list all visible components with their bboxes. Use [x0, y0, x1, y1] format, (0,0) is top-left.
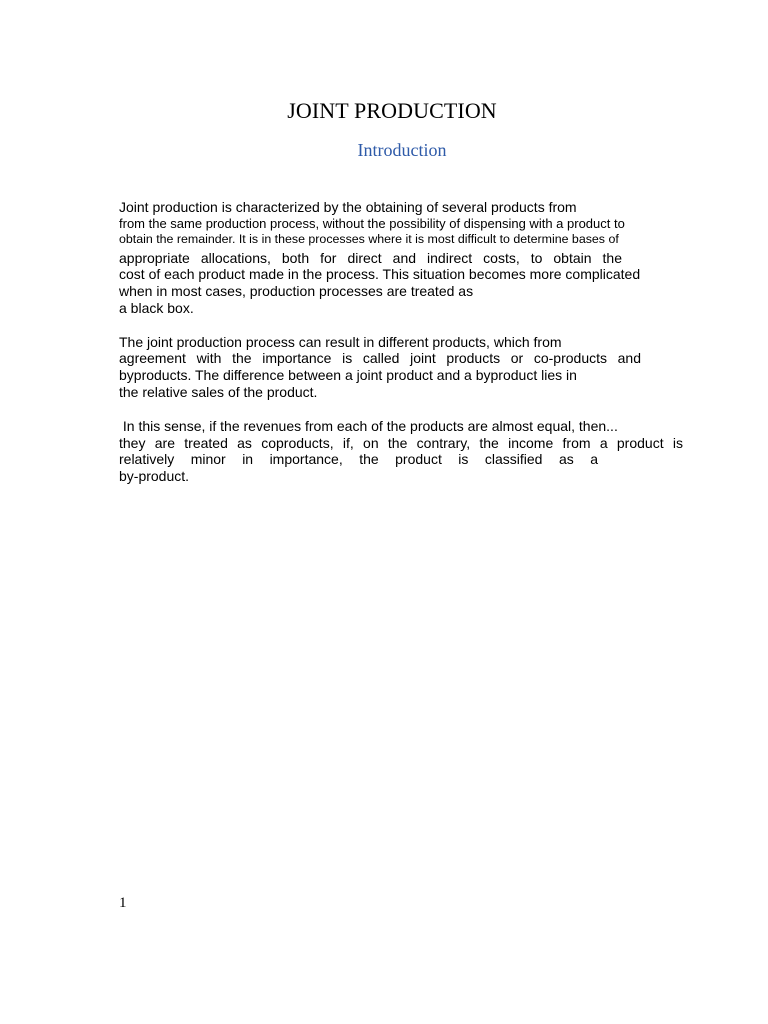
document-title: JOINT PRODUCTION: [287, 98, 497, 123]
paragraph-line: Joint production is characterized by the obtaining of several products from: [119, 199, 577, 215]
paragraph-line: In this sense, if the revenues from each of the products are almost equal, then...: [119, 418, 618, 434]
paragraph-line: obtain the remainder. It is in these processes where it is most difficult to determine bases of: [119, 232, 619, 246]
paragraph-line: appropriate allocations, both for direct and indirect costs, to obtain the: [119, 250, 622, 266]
paragraph-line: a black box.: [119, 300, 194, 316]
paragraph-line: from the same production process, without the possibility of dispensing with a product to: [119, 216, 625, 231]
paragraph-line: the relative sales of the product.: [119, 384, 318, 400]
section-heading: Introduction: [357, 140, 447, 160]
paragraph-line: relatively minor in importance, the product is classified as a: [119, 451, 598, 467]
paragraph-line: agreement with the importance is called joint products or co-products and: [119, 350, 641, 366]
page-number: 1: [119, 895, 127, 911]
paragraph-line: when in most cases, production processes are treated as: [119, 283, 474, 299]
paragraph-line: The joint production process can result in different products, which from: [119, 334, 562, 350]
paragraph-line: byproducts. The difference between a joint product and a byproduct lies in: [119, 367, 577, 383]
paragraph-line: they are treated as coproducts, if, on the contrary, the income from a product is: [119, 435, 683, 451]
paragraph-line: by-product.: [119, 468, 190, 484]
paragraph-line: cost of each product made in the process. This situation becomes more complicated: [119, 266, 641, 282]
